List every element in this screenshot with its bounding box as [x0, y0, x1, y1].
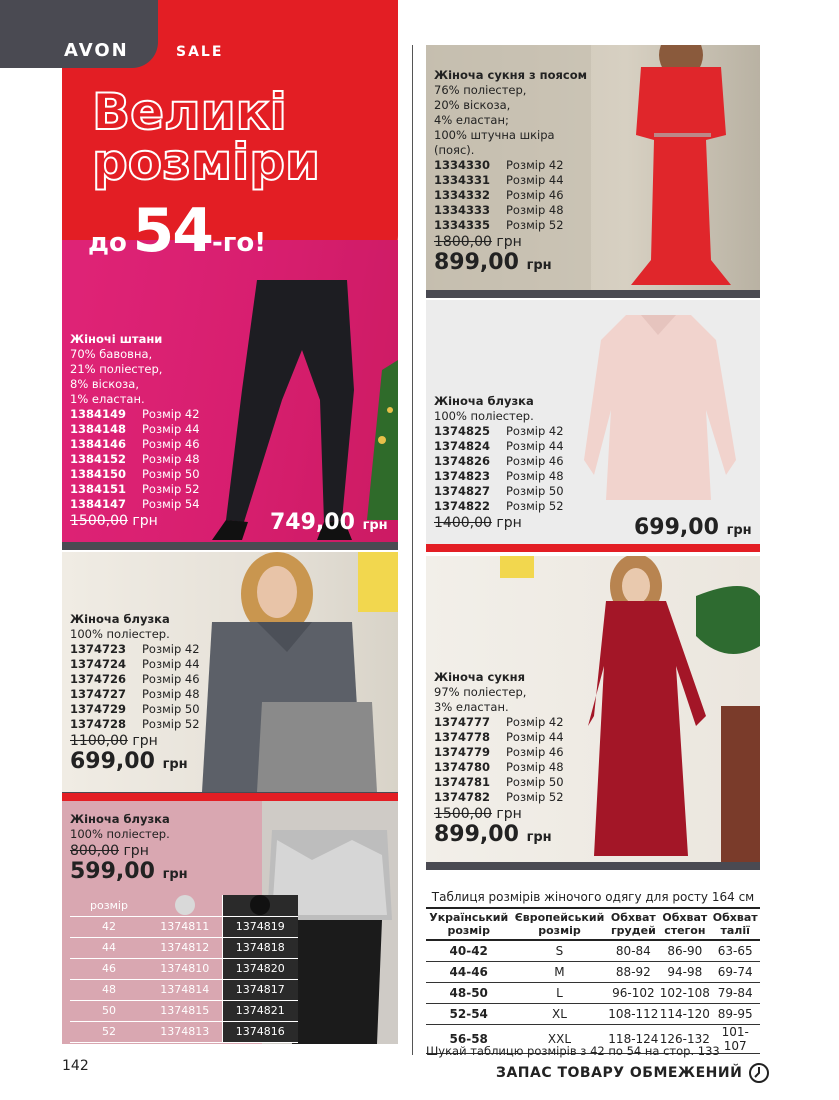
silver-blouse-size-table	[70, 895, 298, 1043]
code-row: 1334331 Розмір 44	[434, 173, 564, 187]
page-number: 142	[62, 1058, 89, 1074]
avon-logo: AVON	[64, 40, 129, 61]
sale-label: SALE	[176, 44, 224, 60]
table-header-row	[426, 908, 760, 940]
code-row: 1374778 Розмір 44	[434, 730, 564, 744]
composition: 76% поліестер,	[434, 83, 527, 97]
composition: 4% еластан;	[434, 113, 509, 127]
new-price: 699,00 грн	[70, 749, 188, 774]
maroon-dress-info	[434, 670, 564, 851]
column-divider	[412, 45, 413, 1055]
composition: 3% еластан.	[434, 700, 509, 714]
table-row: 46 1374810 1374820	[70, 958, 298, 979]
pink-blouse-info	[434, 394, 564, 531]
limited-stock	[496, 1062, 770, 1084]
code-row: 1374823 Розмір 48	[434, 469, 564, 483]
code-row: 1384151 Розмір 52	[70, 482, 200, 496]
code-row: 1374779 Розмір 46	[434, 745, 564, 759]
hero-line-2: розміри	[92, 133, 321, 191]
code-row: 1384147 Розмір 54	[70, 497, 200, 511]
divider-bar	[426, 290, 760, 298]
code-row: 1384150 Розмір 50	[70, 467, 200, 481]
size-table	[426, 907, 760, 1054]
old-price: 800,00 грн	[70, 843, 149, 859]
old-price: 1100,00 грн	[70, 733, 158, 749]
code-row: 1374728 Розмір 52	[70, 717, 200, 731]
new-price: 699,00 грн	[634, 515, 752, 540]
clock-icon	[748, 1062, 770, 1084]
code-row: 1374777 Розмір 42	[434, 715, 564, 729]
table-row: 44 1374812 1374818	[70, 937, 298, 958]
code-row: 1374824 Розмір 44	[434, 439, 564, 453]
product-title: Жіночі штани	[70, 332, 163, 346]
silver-blouse-info	[70, 812, 188, 888]
hero-number: 54	[132, 196, 212, 266]
gray-blouse-info	[70, 612, 200, 778]
composition: 100% поліестер.	[434, 409, 534, 423]
composition: 8% віскоза,	[70, 377, 139, 391]
table-row: 56-58 XXL 118-124 126-132 101-107	[426, 1024, 760, 1053]
new-price: 899,00 грн	[434, 250, 552, 275]
code-row: 1374724 Розмір 44	[70, 657, 200, 671]
column-header: Європейський розмір	[511, 908, 607, 940]
column-header: Обхват грудей	[608, 908, 660, 940]
composition: 97% поліестер,	[434, 685, 527, 699]
old-price: 1500,00 грн	[70, 513, 158, 529]
new-price: 899,00 грн	[434, 822, 552, 847]
code-row: 1374822 Розмір 52	[434, 499, 564, 513]
composition: (пояс).	[434, 143, 475, 157]
code-row: 1384152 Розмір 48	[70, 452, 200, 466]
code-row: 1374826 Розмір 46	[434, 454, 564, 468]
code-row: 1384146 Розмір 46	[70, 437, 200, 451]
code-row: 1334333 Розмір 48	[434, 203, 564, 217]
code-row: 1334335 Розмір 52	[434, 218, 564, 232]
color-swatch-silver	[148, 895, 222, 916]
code-row: 1374729 Розмір 50	[70, 702, 200, 716]
composition: 100% штучна шкіра	[434, 128, 555, 142]
code-row: 1374827 Розмір 50	[434, 484, 564, 498]
code-row: 1374727 Розмір 48	[70, 687, 200, 701]
hero-prefix: до	[88, 228, 127, 258]
product-title: Жіноча сукня	[434, 670, 525, 684]
composition: 1% еластан.	[70, 392, 145, 406]
table-row: 50 1374815 1374821	[70, 1000, 298, 1021]
column-header: Обхват талії	[710, 908, 760, 940]
size-note: Шукай таблицю розмірів з 42 по 54 на стор. 133	[426, 1044, 720, 1058]
code-row: 1374723 Розмір 42	[70, 642, 200, 656]
composition: 20% віскоза,	[434, 98, 511, 112]
code-row: 1374825 Розмір 42	[434, 424, 564, 438]
old-price: 1400,00 грн	[434, 515, 522, 531]
table-row: 44-46 M 88-92 94-98 69-74	[426, 961, 760, 982]
composition: 21% поліестер,	[70, 362, 163, 376]
product-title: Жіноча блузка	[70, 612, 170, 626]
size-header: розмір	[70, 895, 148, 916]
color-swatch-black	[222, 895, 298, 916]
composition: 100% поліестер.	[70, 827, 170, 841]
table-row: 40-42 S 80-84 86-90 63-65	[426, 940, 760, 961]
divider-bar	[426, 544, 760, 552]
old-price: 1500,00 грн	[434, 806, 522, 822]
table-row: 52-54 XL 108-112 114-120 89-95	[426, 1003, 760, 1024]
hero-line-3	[88, 196, 266, 266]
table-header-row	[70, 895, 298, 916]
code-row: 1384148 Розмір 44	[70, 422, 200, 436]
new-price: 749,00 грн	[270, 510, 388, 535]
column-header: Український розмір	[426, 908, 511, 940]
pants-info	[70, 332, 200, 529]
table-row: 52 1374813 1374816	[70, 1021, 298, 1042]
product-title: Жіноча сукня з поясом	[434, 68, 588, 82]
product-title: Жіноча блузка	[434, 394, 534, 408]
product-title: Жіноча блузка	[70, 812, 170, 826]
hero-line-1: Великі	[92, 83, 287, 141]
red-dress-info	[434, 68, 587, 279]
code-row: 1334332 Розмір 46	[434, 188, 564, 202]
code-row: 1374726 Розмір 46	[70, 672, 200, 686]
limited-stock-label: ЗАПАС ТОВАРУ ОБМЕЖЕНИЙ	[496, 1065, 743, 1081]
code-row: 1374780 Розмір 48	[434, 760, 564, 774]
divider-bar	[62, 542, 398, 550]
old-price: 1800,00 грн	[434, 234, 522, 250]
table-row: 42 1374811 1374819	[70, 916, 298, 937]
divider-bar	[62, 793, 398, 801]
composition: 100% поліестер.	[70, 627, 170, 641]
code-row: 1374781 Розмір 50	[434, 775, 564, 789]
new-price: 599,00 грн	[70, 859, 188, 884]
code-row: 1374782 Розмір 52	[434, 790, 564, 804]
table-row: 48-50 L 96-102 102-108 79-84	[426, 982, 760, 1003]
composition: 70% бавовна,	[70, 347, 153, 361]
size-table-title: Таблиця розмірів жіночого одягу для росту 164 см	[431, 890, 755, 904]
table-row: 48 1374814 1374817	[70, 979, 298, 1000]
divider-bar	[426, 862, 760, 870]
code-row: 1334330 Розмір 42	[434, 158, 564, 172]
hero-suffix: -го!	[211, 228, 267, 258]
code-row: 1384149 Розмір 42	[70, 407, 200, 421]
column-header: Обхват стегон	[659, 908, 710, 940]
